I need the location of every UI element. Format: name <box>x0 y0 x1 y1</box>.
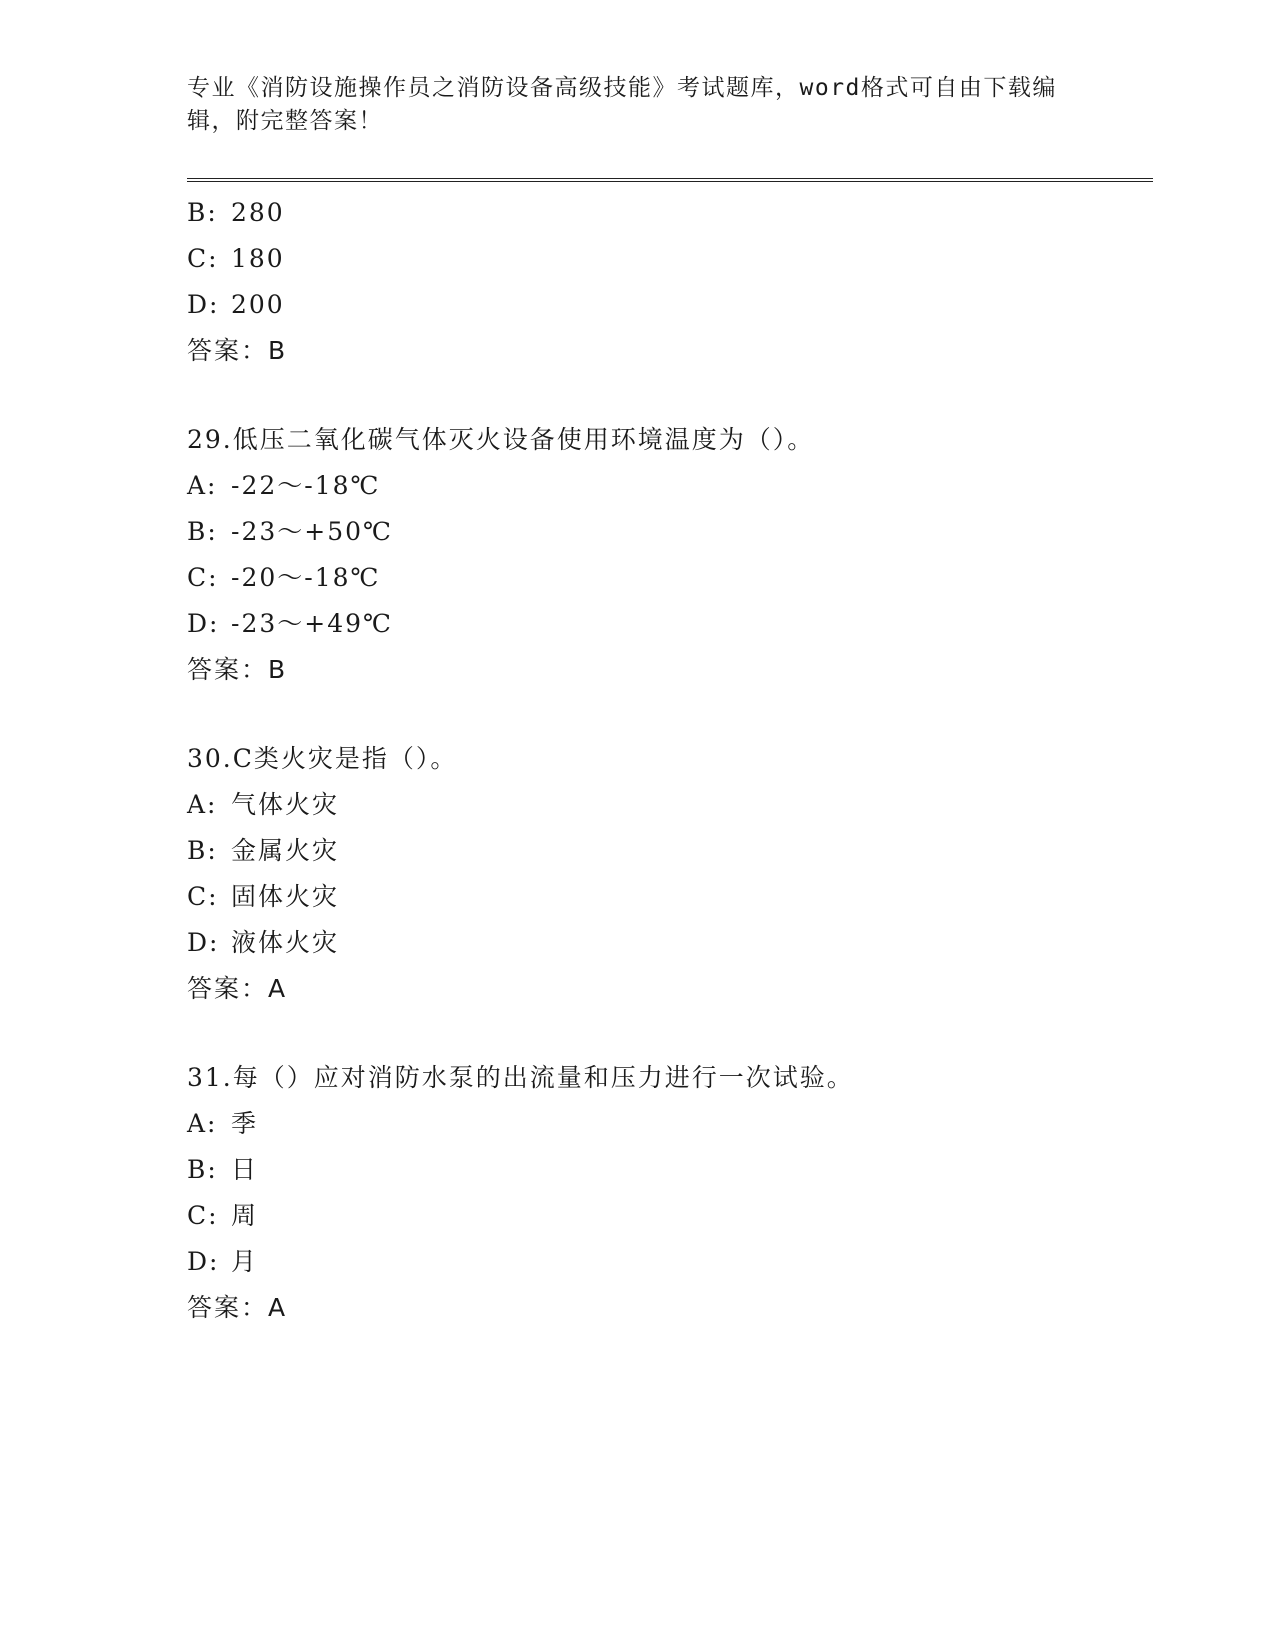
option-text: 气体火灾 <box>231 790 340 819</box>
option-row <box>187 509 1147 555</box>
option-row <box>187 1193 1147 1239</box>
answer-line: 答案：A <box>187 974 288 1003</box>
option-key: B: <box>187 1155 218 1184</box>
option-row <box>187 1101 1147 1147</box>
option-key: D: <box>187 928 220 957</box>
option-key: B: <box>187 517 218 546</box>
option-text: 180 <box>231 244 285 273</box>
option-text: 液体火灾 <box>231 928 340 957</box>
option-text: -22～-18℃ <box>231 471 381 500</box>
header-line-2: 辑，附完整答案！ <box>187 108 383 134</box>
option-row <box>187 282 1147 328</box>
option-text: -20～-18℃ <box>231 563 381 592</box>
option-row <box>187 920 1147 966</box>
header-line-1: 专业《消防设施操作员之消防设备高级技能》考试题库，word格式可自由下载编 <box>187 75 1057 101</box>
option-row <box>187 463 1147 509</box>
option-row <box>187 874 1147 920</box>
option-text: 固体火灾 <box>231 882 340 911</box>
option-text: 200 <box>231 290 285 319</box>
option-text: 季 <box>231 1109 259 1138</box>
answer-line: 答案：B <box>187 655 288 684</box>
answer-line: 答案：B <box>187 336 288 365</box>
header-divider <box>187 178 1153 182</box>
option-key: C: <box>187 563 219 592</box>
question-stem: 29.低压二氧化碳气体灭火设备使用环境温度为（）。 <box>187 425 815 454</box>
option-row <box>187 1147 1147 1193</box>
option-row <box>187 1239 1147 1285</box>
option-row <box>187 828 1147 874</box>
option-key: A: <box>187 1109 218 1138</box>
option-key: B: <box>187 198 218 227</box>
question-block <box>187 417 1147 693</box>
answer-line: 答案：A <box>187 1293 288 1322</box>
option-text: -23～+49℃ <box>231 609 393 638</box>
continued-question <box>187 190 1147 374</box>
option-key: C: <box>187 882 219 911</box>
option-text: 日 <box>231 1155 259 1184</box>
document-header <box>187 72 1067 138</box>
question-block <box>187 736 1147 1012</box>
option-row <box>187 782 1147 828</box>
option-text: 金属火灾 <box>231 836 340 865</box>
option-text: 周 <box>231 1201 259 1230</box>
option-row <box>187 190 1147 236</box>
option-row <box>187 555 1147 601</box>
option-row <box>187 601 1147 647</box>
option-text: 280 <box>231 198 285 227</box>
question-list <box>187 190 1147 1331</box>
option-text: 月 <box>231 1247 259 1276</box>
question-stem: 31.每（）应对消防水泵的出流量和压力进行一次试验。 <box>187 1063 854 1092</box>
option-key: A: <box>187 471 218 500</box>
option-key: B: <box>187 836 218 865</box>
option-key: D: <box>187 1247 220 1276</box>
option-key: C: <box>187 1201 219 1230</box>
option-key: D: <box>187 609 220 638</box>
option-key: A: <box>187 790 218 819</box>
option-text: -23～+50℃ <box>231 517 393 546</box>
question-stem: 30.C类火灾是指（）。 <box>187 744 458 773</box>
option-row <box>187 236 1147 282</box>
option-key: D: <box>187 290 220 319</box>
question-block <box>187 1055 1147 1331</box>
option-key: C: <box>187 244 219 273</box>
